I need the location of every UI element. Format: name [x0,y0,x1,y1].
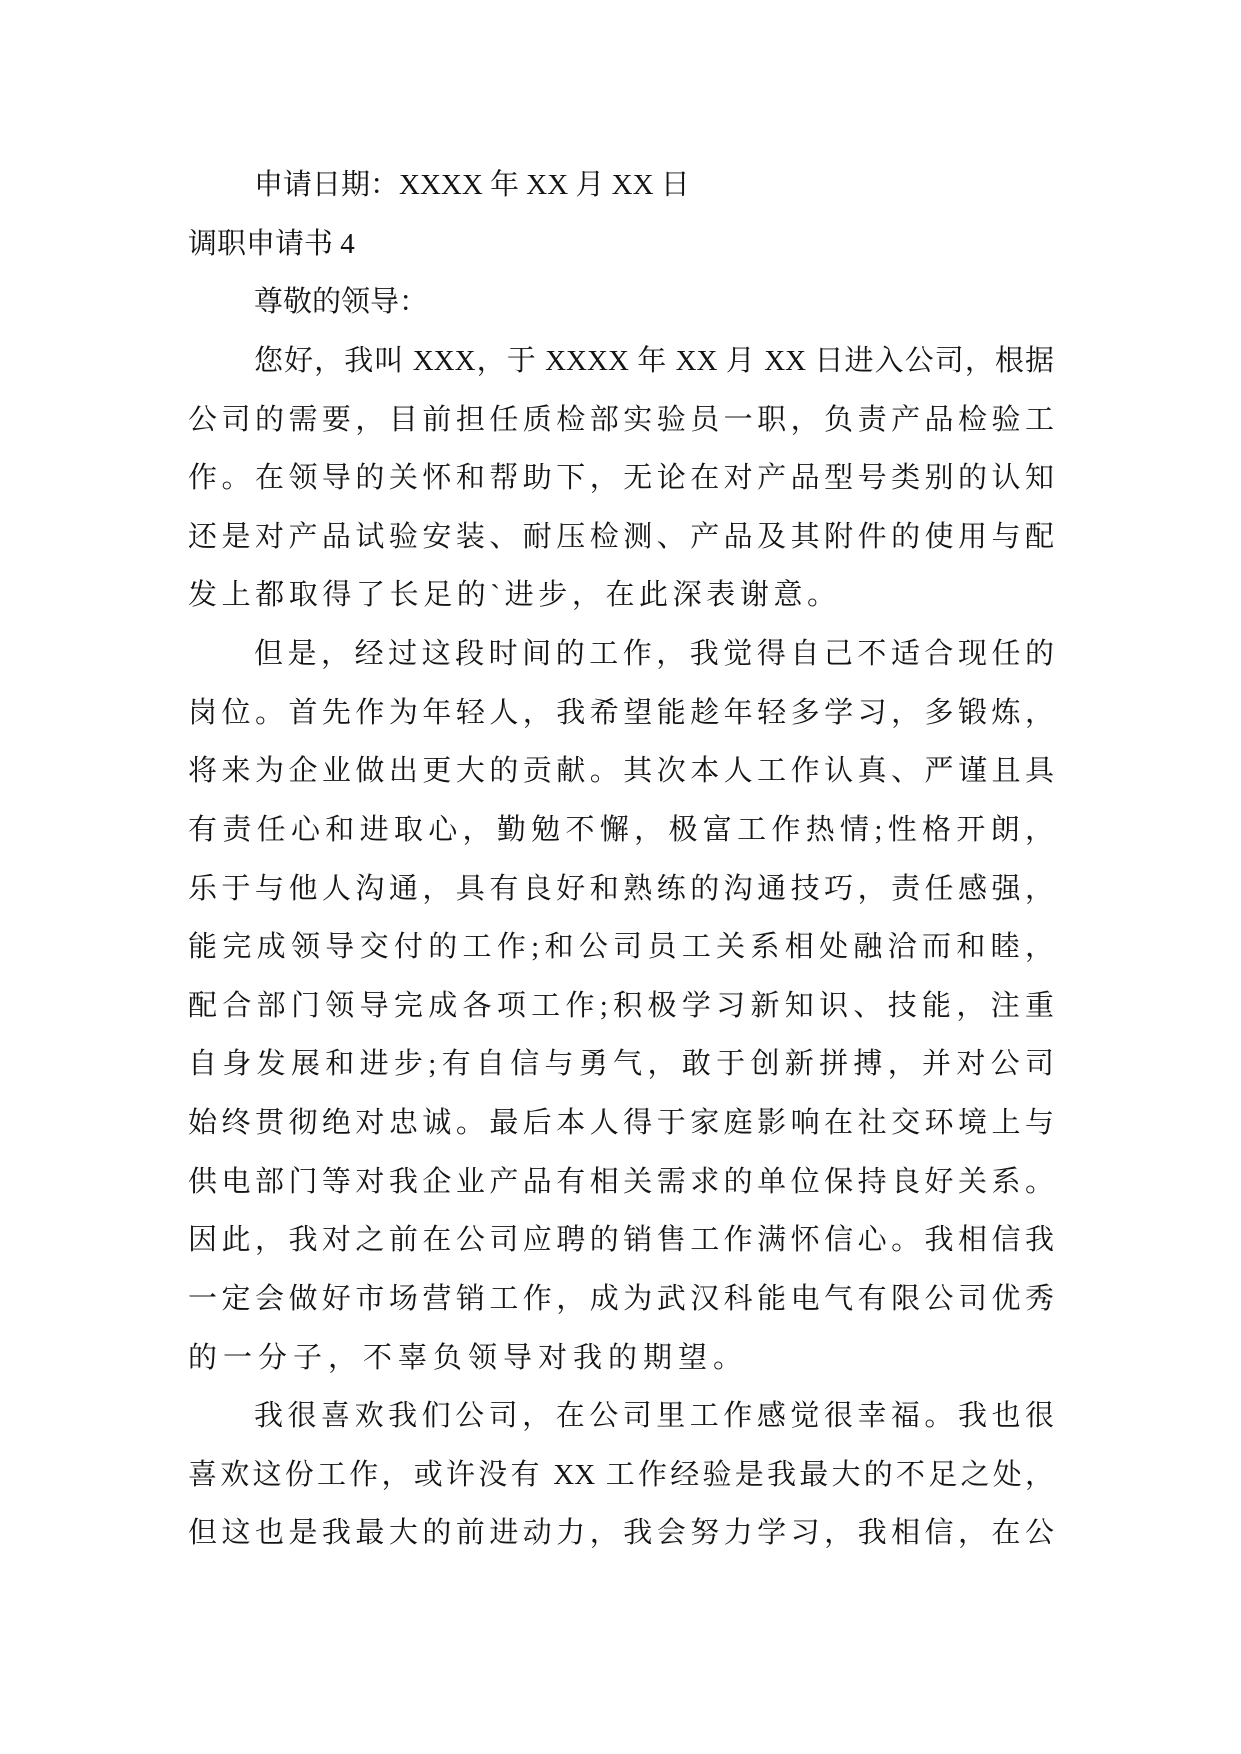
text-line: 有责任心和进取心，勤勉不懈，极富工作热情;性格开朗， [188,813,1054,846]
text-line: 作。在领导的关怀和帮助下，无论在对产品型号类别的认知 [188,462,1054,495]
text-line: 还是对产品试验安装、耐压检测、产品及其附件的使用与配 [188,520,1054,553]
text-line: 发上都取得了长足的`进步，在此深表谢意。 [188,579,841,612]
text-line: 我很喜欢我们公司，在公司里工作感觉很幸福。我也很 [254,1400,1054,1433]
text-line: 因此，我对之前在公司应聘的销售工作满怀信心。我相信我 [188,1224,1054,1257]
text-line: 乐于与他人沟通，具有良好和熟练的沟通技巧，责任感强， [188,872,1054,905]
paragraph [188,1387,1054,1563]
document-title: 调职申请书 4 [188,227,355,260]
text-line: 但这也是我最大的前进动力，我会努力学习，我相信，在公 [188,1517,1054,1550]
text-line: 配合部门领导完成各项工作;积极学习新知识、技能，注重 [188,989,1054,1022]
paragraph [188,332,1054,625]
paragraph [188,625,1054,1387]
text-line: 的一分子，不辜负领导对我的期望。 [188,1341,749,1374]
text-line: 自身发展和进步;有自信与勇气，敢于创新拼搏，并对公司 [188,1048,1054,1081]
document-body [188,156,1054,1563]
text-line: 您好，我叫 XXX，于 XXXX 年 XX 月 XX 日进入公司，根据 [254,344,1054,377]
text-line: 喜欢这份工作，或许没有 XX 工作经验是我最大的不足之处， [188,1458,1054,1491]
text-line: 将来为企业做出更大的贡献。其次本人工作认真、严谨且具 [188,755,1054,788]
text-line: 岗位。首先作为年轻人，我希望能趁年轻多学习，多锻炼， [188,696,1054,729]
salutation: 尊敬的领导： [254,286,429,319]
text-line: 始终贯彻绝对忠诚。最后本人得于家庭影响在社交环境上与 [188,1107,1054,1139]
text-line: 但是，经过这段时间的工作，我觉得自己不适合现任的 [254,638,1054,670]
text-line: 能完成领导交付的工作;和公司员工关系相处融洽而和睦， [188,931,1054,964]
text-line: 公司的需要，目前担任质检部实验员一职，负责产品检验工 [188,403,1054,436]
text-line: 供电部门等对我企业产品有相关需求的单位保持良好关系。 [188,1165,1054,1198]
application-date: 申请日期：XXXX 年 XX 月 XX 日 [254,169,690,201]
text-line: 一定会做好市场营销工作，成为武汉科能电气有限公司优秀 [188,1282,1054,1315]
